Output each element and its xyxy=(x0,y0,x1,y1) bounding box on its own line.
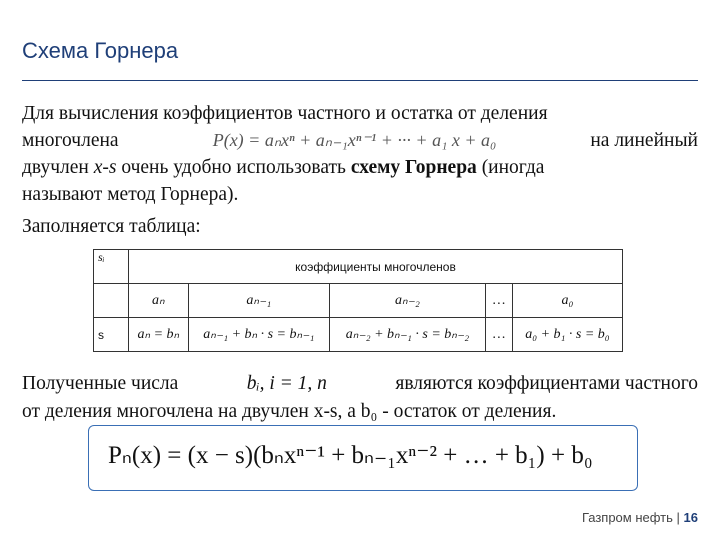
intro-line-3-b: очень удобно использовать xyxy=(121,157,346,178)
intro-line-2 xyxy=(22,127,698,154)
b-cell: aₙ = bₙ xyxy=(129,318,189,352)
polynomial-formula: P(x) = aₙxⁿ + aₙ₋₁xⁿ⁻¹ + ··· + a₁ x + a₀ xyxy=(212,130,497,150)
title-divider xyxy=(22,80,698,81)
page-number: 16 xyxy=(683,510,698,525)
intro-line-2-right: на линейный xyxy=(590,130,698,151)
horner-formula: Pₙ(x) = (x − s)(bₙxⁿ⁻¹ + bₙ₋₁xⁿ⁻² + … + b₁) + b₀ xyxy=(108,442,593,469)
bi-formula: bᵢ, i = 1, n xyxy=(246,373,327,394)
b-cell: aₙ₋₂ + bₙ₋₁ · s = bₙ₋₂ xyxy=(330,318,486,352)
binomial-variable: x-s xyxy=(93,157,117,178)
intro-line-1: Для вычисления коэффициентов частного и остатка от деления xyxy=(22,103,548,124)
coef-cell: aₙ xyxy=(129,284,189,318)
horner-table xyxy=(93,249,623,352)
intro-line-4: называют метод Горнера). xyxy=(22,184,239,205)
result-paragraph xyxy=(22,370,698,426)
coef-cell: aₙ₋₁ xyxy=(188,284,329,318)
result-line-2: от деления многочлена на двучлен x-s, а b₀ - остаток от деления. xyxy=(22,401,557,422)
table-corner-cell: sᵢ xyxy=(94,250,129,284)
coef-cell: aₙ₋₂ xyxy=(330,284,486,318)
b-cell: a₀ + b₁ · s = b₀ xyxy=(512,318,622,352)
intro-line-3-c: (иногда xyxy=(481,157,545,178)
table-empty-cell xyxy=(94,284,129,318)
horner-scheme-bold: схему Горнера xyxy=(350,157,477,178)
b-cell: aₙ₋₁ + bₙ · s = bₙ₋₁ xyxy=(188,318,329,352)
result-right: являются коэффициентами частного xyxy=(395,373,698,394)
coef-cell: … xyxy=(485,284,512,318)
footer xyxy=(582,510,698,525)
footer-company: Газпром нефть xyxy=(581,510,673,525)
coef-cell: a₀ xyxy=(512,284,622,318)
s-label-cell: s xyxy=(94,318,129,352)
b-cell: … xyxy=(485,318,512,352)
slide-title: Схема Горнера xyxy=(22,38,179,63)
result-line-1 xyxy=(22,370,698,398)
intro-paragraph xyxy=(22,100,698,208)
intro-line-3 xyxy=(22,154,698,181)
result-left: Полученные числа xyxy=(22,373,179,394)
table-intro-text: Заполняется таблица: xyxy=(22,216,201,237)
table-header: коэффициенты многочленов xyxy=(129,250,623,284)
intro-line-2-left: многочлена xyxy=(22,130,119,151)
footer-separator: | xyxy=(676,510,680,525)
intro-line-3-a: двучлен xyxy=(22,157,89,178)
